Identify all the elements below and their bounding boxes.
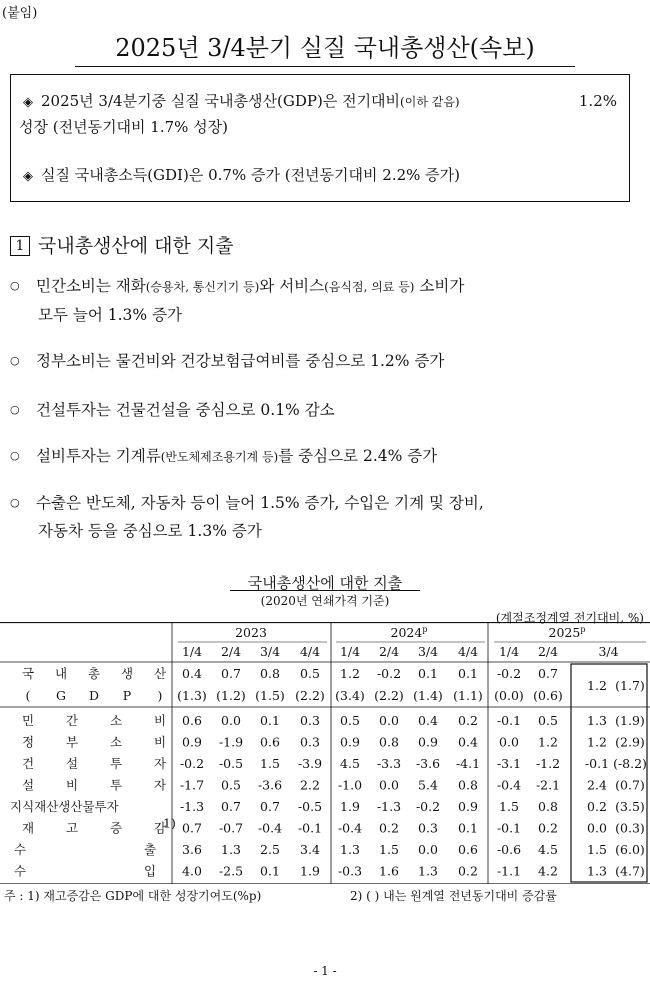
table-cell-latest-yoy: (6.0) bbox=[615, 842, 645, 857]
table-cell: 0.6 bbox=[182, 713, 202, 728]
row-label-char: 건 bbox=[21, 756, 35, 771]
year-2023: 2023 bbox=[235, 625, 267, 640]
cell-gdp-yoy: (2.2) bbox=[374, 688, 404, 703]
table-cell: 0.0 bbox=[418, 842, 438, 857]
row-label-char: 소 bbox=[109, 734, 123, 750]
bullet-note: (반도체제조용기계 등) bbox=[160, 450, 279, 464]
quarter-header: 3/4 bbox=[598, 644, 619, 659]
table-cell: 3.6 bbox=[182, 842, 202, 857]
table-cell: -0.4 bbox=[257, 820, 283, 836]
page-title: 2025년 3/4분기 실질 국내총생산(속보) bbox=[115, 34, 535, 62]
row-label-char: 정 bbox=[21, 734, 35, 750]
section-number: 1 bbox=[10, 236, 30, 256]
table-cell: -0.7 bbox=[218, 820, 244, 836]
row-label-char: 비 bbox=[153, 713, 167, 728]
bullet-construction-investment bbox=[10, 396, 642, 424]
row-label-char: 간 bbox=[65, 713, 79, 728]
table-cell: 0.2 bbox=[379, 820, 399, 836]
table-cell: 1.6 bbox=[379, 863, 399, 879]
table-cell-latest: 1.3 bbox=[587, 713, 607, 728]
row-label bbox=[22, 756, 166, 771]
table-cell-latest: 1.2 bbox=[587, 734, 607, 750]
row-label bbox=[22, 735, 166, 750]
cell-gdp: 0.4 bbox=[182, 666, 202, 681]
circle-bullet-icon: ○ bbox=[10, 403, 20, 416]
row-label: 지식재산생산물투자 bbox=[10, 799, 119, 814]
cell-gdp: 0.5 bbox=[300, 666, 320, 681]
summary-line-2: 성장 (전년동기대비 1.7% 성장) bbox=[19, 118, 229, 136]
cell-gdp-yoy: (1.3) bbox=[177, 688, 207, 703]
table-cell: -0.4 bbox=[337, 820, 363, 836]
row-label-char: 소 bbox=[109, 713, 123, 728]
table-cell: -0.3 bbox=[337, 863, 363, 879]
table-cell-latest-yoy: (3.5) bbox=[615, 799, 645, 814]
table-cell: 1.5 bbox=[499, 799, 519, 814]
cell-gdp: 0.8 bbox=[260, 666, 280, 681]
table-cell: 0.6 bbox=[260, 734, 280, 750]
row-label-char: 비 bbox=[153, 734, 167, 750]
cell-gdp-yoy: (0.0) bbox=[494, 688, 524, 703]
bullet-note: (음식점, 의료 등) bbox=[324, 280, 415, 294]
table-cell: 5.4 bbox=[418, 777, 438, 793]
table-cell: -0.1 bbox=[297, 820, 323, 836]
table-cell: 0.9 bbox=[458, 799, 478, 814]
table-cell: -0.6 bbox=[496, 842, 522, 857]
footnote-2: 2) ( ) 내는 원계열 전년동기대비 증감률 bbox=[350, 889, 557, 903]
quarter-header: 2/4 bbox=[378, 644, 400, 659]
diamond-icon: ◈ bbox=[23, 95, 33, 110]
row-label-char: 출 bbox=[143, 842, 157, 857]
row-label-gdp-sub bbox=[26, 688, 163, 703]
table-cell: -0.5 bbox=[218, 756, 244, 771]
table-cell: 0.4 bbox=[418, 713, 438, 728]
table-cell: 0.5 bbox=[221, 777, 241, 793]
cell-gdp: -0.2 bbox=[496, 666, 522, 681]
summary-line-3-text: 실질 국내총소득(GDI)은 0.7% 증가 (전년동기대비 2.2% 증가) bbox=[41, 166, 460, 184]
table-cell: -0.1 bbox=[496, 820, 522, 836]
table-cell: 0.3 bbox=[300, 713, 320, 728]
table-cell: 1.5 bbox=[260, 756, 280, 771]
row-label-char: 자 bbox=[153, 777, 167, 793]
row-label-char: 입 bbox=[143, 863, 157, 879]
table-cell: 0.8 bbox=[538, 799, 558, 814]
quarter-header: 4/4 bbox=[457, 644, 479, 659]
year-sup: p bbox=[580, 625, 586, 634]
table-cell: 0.5 bbox=[538, 713, 558, 728]
summary-box bbox=[10, 74, 630, 202]
table-subtitle: (2020년 연쇄가격 기준) bbox=[260, 594, 390, 608]
cell-gdp: -0.2 bbox=[376, 666, 402, 681]
cell-gdp-yoy: (1.4) bbox=[413, 688, 443, 703]
table-cell: 0.7 bbox=[260, 799, 280, 814]
table-cell: 0.3 bbox=[418, 820, 438, 836]
bullet-facilities-investment bbox=[10, 442, 642, 471]
cell-gdp-yoy: (1.1) bbox=[453, 688, 483, 703]
circle-bullet-icon: ○ bbox=[10, 279, 20, 292]
table-cell: -1.3 bbox=[179, 799, 205, 814]
table-cell: 0.9 bbox=[340, 734, 360, 750]
footnote-1: 주 : 1) 재고증감은 GDP에 대한 성장기여도(%p) bbox=[4, 889, 262, 903]
quarter-header: 1/4 bbox=[498, 644, 520, 659]
quarter-header: 2/4 bbox=[220, 644, 242, 659]
table-cell: -2.5 bbox=[218, 863, 244, 879]
table-cell: 0.6 bbox=[458, 842, 478, 857]
table-cell: -2.1 bbox=[535, 777, 561, 793]
table-title-underline bbox=[230, 590, 420, 591]
gdp-sub-char: ) bbox=[157, 688, 163, 703]
table-cell: -3.6 bbox=[257, 777, 283, 793]
year-sup: p bbox=[422, 625, 428, 634]
table-cell: 4.0 bbox=[182, 863, 202, 879]
quarter-header: 4/4 bbox=[299, 644, 321, 659]
row-label-char: 감 bbox=[153, 820, 167, 836]
table-cell: 1.5 bbox=[379, 842, 399, 857]
quarter-header: 3/4 bbox=[259, 644, 281, 659]
year-2024: 2024$^p$ bbox=[390, 625, 428, 640]
bullet-text: 와 서비스 bbox=[259, 277, 325, 295]
table-cell: 0.0 bbox=[379, 777, 399, 793]
expenditure-table bbox=[0, 622, 650, 884]
table-cell: 0.8 bbox=[379, 734, 399, 750]
section-title: 국내총생산에 대한 지출 bbox=[38, 235, 234, 257]
row-label-char: 재 bbox=[21, 820, 35, 836]
table-cell: -0.4 bbox=[496, 777, 522, 793]
row-label-char: 증 bbox=[109, 820, 123, 836]
table-cell: 3.4 bbox=[300, 842, 320, 857]
table-cell: -3.6 bbox=[415, 756, 441, 771]
table-cell: 1.9 bbox=[340, 799, 360, 814]
diamond-icon: ◈ bbox=[23, 169, 33, 184]
bullet-text: 정부소비는 물건비와 건강보험급여비를 중심으로 1.2% 증가 bbox=[36, 352, 445, 370]
bullet-continuation: 모두 늘어 1.3% 증가 bbox=[38, 306, 182, 324]
table-cell: 1.3 bbox=[221, 842, 241, 857]
table-cell: 2.2 bbox=[300, 777, 320, 793]
table-cell-latest: 1.3 bbox=[587, 863, 607, 879]
table-cell: 1.2 bbox=[538, 734, 558, 750]
table-cell: 4.5 bbox=[538, 842, 558, 857]
title-underline bbox=[75, 66, 575, 67]
bullet-exports-imports bbox=[10, 489, 642, 545]
table-cell: -0.2 bbox=[415, 799, 441, 814]
bullet-private-consumption bbox=[10, 272, 642, 329]
circle-bullet-icon: ○ bbox=[10, 496, 20, 509]
table-cell: 0.5 bbox=[340, 713, 360, 728]
bullet-text: 민간소비는 재화 bbox=[36, 277, 146, 295]
table-cell: 0.1 bbox=[260, 863, 280, 879]
circle-bullet-icon: ○ bbox=[10, 354, 20, 367]
table-unit: (계절조정계열 전기대비, %) bbox=[495, 611, 644, 625]
row-label bbox=[22, 821, 166, 836]
quarter-header: 2/4 bbox=[537, 644, 559, 659]
table-cell: 0.3 bbox=[300, 734, 320, 750]
table-cell: 2.5 bbox=[260, 842, 280, 857]
table-cell: 0.2 bbox=[458, 713, 478, 728]
table-cell: 1.3 bbox=[418, 863, 438, 879]
summary-line-1 bbox=[23, 89, 621, 115]
table-cell: 0.8 bbox=[458, 777, 478, 793]
table-cell: 0.0 bbox=[379, 713, 399, 728]
row-label-char: 설 bbox=[21, 777, 35, 793]
row-label-char: 투 bbox=[109, 777, 123, 793]
bullet-text: 를 중심으로 2.4% 증가 bbox=[278, 447, 438, 465]
row-label-gdp-char: 총 bbox=[87, 666, 101, 681]
row-label-char: 수 bbox=[13, 863, 27, 879]
row-label-char: 설 bbox=[65, 756, 79, 771]
table-cell: -1.2 bbox=[535, 756, 561, 771]
table-cell-latest: 0.0 bbox=[587, 820, 607, 836]
table-cell-latest-yoy: (4.7) bbox=[615, 863, 645, 879]
bullet-text: 설비투자는 기계류 bbox=[36, 447, 161, 465]
summary-line-1-note: (이하 같음) bbox=[400, 95, 460, 109]
table-cell: 0.2 bbox=[458, 863, 478, 879]
table-body bbox=[10, 666, 647, 879]
table-cell: -4.1 bbox=[455, 756, 481, 771]
table-cell-latest: 2.4 bbox=[587, 777, 607, 793]
quarter-header: 1/4 bbox=[339, 644, 361, 659]
row-label bbox=[22, 778, 166, 793]
cell-gdp: 0.7 bbox=[538, 666, 558, 681]
table-cell: -3.1 bbox=[496, 756, 522, 771]
table-cell-latest: 0.2 bbox=[587, 799, 607, 814]
table-cell-latest-yoy: (0.3) bbox=[615, 820, 645, 836]
table-cell: 0.9 bbox=[182, 734, 202, 750]
section-heading bbox=[10, 231, 234, 258]
gdp-sub-char: ( bbox=[25, 688, 31, 703]
row-label-gdp-char: 내 bbox=[54, 666, 68, 681]
cell-gdp-latest-yoy: (1.7) bbox=[615, 678, 645, 693]
row-label-gdp-char: 국 bbox=[21, 666, 35, 681]
table-cell: -1.1 bbox=[496, 863, 522, 879]
table-cell: -0.5 bbox=[297, 799, 323, 814]
table-cell: 1.3 bbox=[340, 842, 360, 857]
cell-gdp-yoy: (0.6) bbox=[533, 688, 563, 703]
bullet-text: 건설투자는 건물건설을 중심으로 0.1% 감소 bbox=[36, 401, 335, 419]
summary-line-1-text: 2025년 3/4분기중 실질 국내총생산(GDP)은 전기대비 bbox=[41, 92, 401, 110]
row-label bbox=[22, 713, 166, 728]
cell-gdp-yoy: (1.2) bbox=[216, 688, 246, 703]
table-title: 국내총생산에 대한 지출 bbox=[247, 574, 403, 592]
gdp-sub-char: G bbox=[56, 688, 66, 703]
year-2025: 2025$^p$ bbox=[548, 625, 586, 640]
cell-gdp: 0.1 bbox=[458, 666, 478, 681]
table-cell-latest-yoy: (2.9) bbox=[615, 734, 645, 750]
summary-line-3 bbox=[23, 163, 621, 189]
circle-bullet-icon: ○ bbox=[10, 449, 20, 462]
cell-gdp: 1.2 bbox=[340, 666, 360, 681]
row-label-char: 비 bbox=[65, 777, 79, 793]
table-cell: -1.3 bbox=[376, 799, 402, 814]
table-cell: 0.7 bbox=[182, 820, 202, 836]
table-cell: -1.7 bbox=[179, 777, 205, 793]
summary-line-1-end: 1.2% bbox=[578, 92, 617, 110]
cell-gdp-latest: 1.2 bbox=[587, 678, 607, 693]
table-cell-latest-yoy: (-8.2) bbox=[613, 756, 647, 771]
table-cell: 0.0 bbox=[499, 734, 519, 750]
table-cell: 0.1 bbox=[260, 713, 280, 728]
row-label bbox=[14, 842, 156, 857]
quarter-header: 1/4 bbox=[181, 644, 203, 659]
table-cell: -3.3 bbox=[376, 756, 402, 771]
table-cell: -1.0 bbox=[337, 777, 363, 793]
bullet-note: (승용차, 통신기기 등) bbox=[145, 280, 260, 294]
row-label-char: 고 bbox=[65, 820, 79, 836]
table-cell: -0.2 bbox=[179, 756, 205, 771]
bullet-text: 수출은 반도체, 자동차 등이 늘어 1.5% 증가, 수입은 기계 및 장비, bbox=[36, 494, 484, 512]
table-cell: 0.0 bbox=[221, 713, 241, 728]
row-label-char: 부 bbox=[65, 734, 79, 750]
row-label-char: 자 bbox=[153, 756, 167, 771]
gdp-sub-char: P bbox=[122, 688, 132, 703]
table-cell: 0.4 bbox=[458, 734, 478, 750]
row-label-gdp-char: 산 bbox=[153, 666, 167, 681]
cell-gdp-yoy: (3.4) bbox=[335, 688, 365, 703]
table-cell: 0.9 bbox=[418, 734, 438, 750]
table-cell: -0.1 bbox=[496, 713, 522, 728]
row-label bbox=[14, 864, 156, 879]
row-label-sup: 1) bbox=[163, 815, 176, 831]
table-cell-latest-yoy: (0.7) bbox=[615, 777, 645, 793]
cell-gdp-yoy: (2.2) bbox=[295, 688, 325, 703]
row-label-char: 수 bbox=[13, 842, 27, 857]
table-cell: 4.5 bbox=[340, 756, 360, 771]
table-cell: 0.7 bbox=[221, 799, 241, 814]
cell-gdp: 0.1 bbox=[418, 666, 438, 681]
bullet-text: 소비가 bbox=[414, 277, 465, 295]
cell-gdp: 0.7 bbox=[221, 666, 241, 681]
row-label-gdp bbox=[22, 666, 166, 681]
bullet-government-consumption bbox=[10, 347, 642, 375]
table-cell: 0.1 bbox=[458, 820, 478, 836]
table-cell: 4.2 bbox=[538, 863, 558, 879]
attachment-tag: (붙임) bbox=[2, 6, 38, 21]
table-cell-latest: -0.1 bbox=[584, 756, 610, 771]
page-number: - 1 - bbox=[313, 964, 337, 978]
table-cell: 1.9 bbox=[300, 863, 320, 879]
cell-gdp-yoy: (1.5) bbox=[255, 688, 285, 703]
table-cell: -1.9 bbox=[218, 734, 244, 750]
table-cell: 0.2 bbox=[538, 820, 558, 836]
table-cell: -3.9 bbox=[297, 756, 323, 771]
table-cell-latest: 1.5 bbox=[587, 842, 607, 857]
row-label-char: 투 bbox=[109, 756, 123, 771]
gdp-sub-char: D bbox=[88, 688, 100, 703]
quarter-header: 3/4 bbox=[417, 644, 439, 659]
table-cell-latest-yoy: (1.9) bbox=[615, 713, 645, 728]
bullet-continuation: 자동차 등을 중심으로 1.3% 증가 bbox=[38, 522, 262, 540]
row-label-gdp-char: 생 bbox=[120, 666, 134, 681]
row-label-char: 민 bbox=[21, 713, 35, 728]
